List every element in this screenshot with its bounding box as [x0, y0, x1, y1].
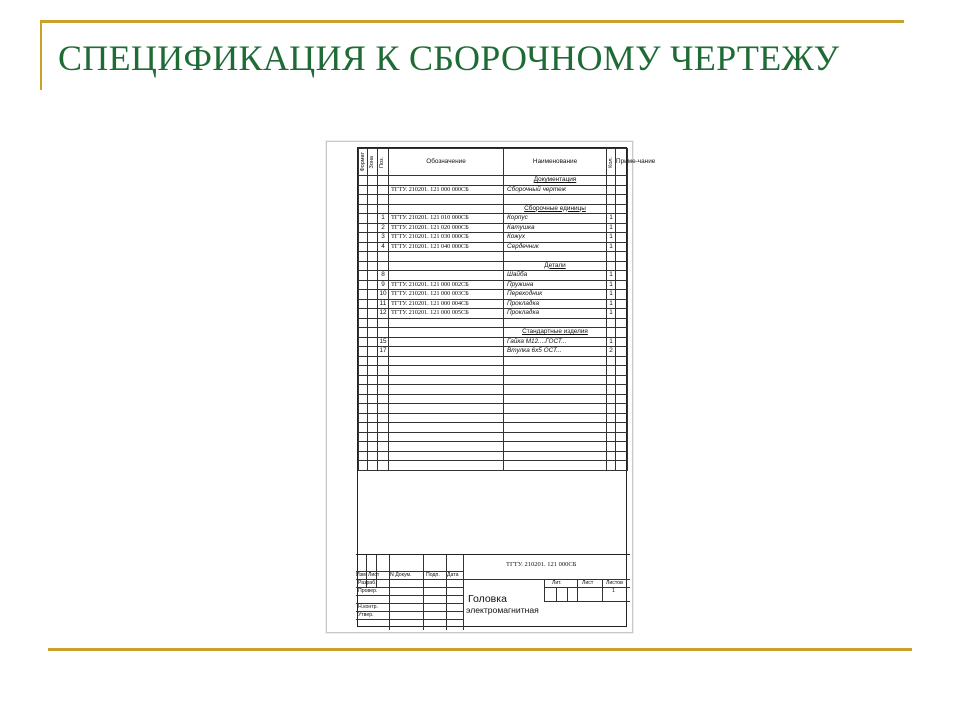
empty-cell [368, 394, 378, 404]
empty-cell [607, 413, 616, 423]
format-cell [359, 223, 368, 233]
empty-cell [378, 442, 389, 452]
zone-cell [368, 337, 378, 347]
empty-cell [359, 366, 368, 376]
format-cell [359, 328, 368, 338]
format-cell [359, 280, 368, 290]
zone-cell [368, 204, 378, 214]
empty-cell [359, 385, 368, 395]
empty-cell [389, 461, 504, 471]
empty-cell [616, 432, 628, 442]
name-cell: Гайка М12....ГОСТ... [504, 337, 607, 347]
table-row [359, 214, 628, 224]
empty-row [359, 413, 628, 423]
label-razrab: Разраб. [358, 580, 377, 586]
empty-cell [368, 423, 378, 433]
empty-cell [607, 461, 616, 471]
blank-cell [607, 318, 616, 328]
designation-cell: ТГТУ. 210201. 121 030 000СБ [389, 233, 504, 243]
table-row [359, 271, 628, 281]
empty-cell [389, 442, 504, 452]
qty-cell: 2 [607, 347, 616, 357]
table-row [359, 280, 628, 290]
empty-cell [368, 356, 378, 366]
qty-cell [607, 328, 616, 338]
empty-cell [504, 394, 607, 404]
designation-cell [389, 204, 504, 214]
header-name: Наименование [504, 149, 607, 176]
empty-cell [616, 461, 628, 471]
blank-cell [389, 195, 504, 205]
specification-body [359, 149, 656, 471]
pos-cell: 8 [378, 271, 389, 281]
blank-cell [504, 252, 607, 262]
format-cell [359, 290, 368, 300]
note-cell [616, 290, 628, 300]
empty-cell [378, 423, 389, 433]
empty-cell [607, 432, 616, 442]
empty-cell [504, 413, 607, 423]
zone-cell [368, 347, 378, 357]
empty-cell [378, 366, 389, 376]
table-row [359, 185, 628, 195]
blank-cell [359, 252, 368, 262]
title-block-line [446, 555, 447, 630]
note-cell [616, 271, 628, 281]
designation-cell: ТГТУ. 210201. 121 000 005СБ [389, 309, 504, 319]
format-cell [359, 271, 368, 281]
empty-cell [616, 451, 628, 461]
section-heading-row [359, 261, 628, 271]
bottom-accent-rule [48, 648, 912, 651]
empty-cell [359, 442, 368, 452]
name-cell: Втулка 6x5 ОСТ... [504, 347, 607, 357]
label-n-dokum: N Докум. [390, 572, 412, 578]
format-cell [359, 214, 368, 224]
empty-cell [389, 423, 504, 433]
blank-row [359, 252, 628, 262]
qty-cell: 1 [607, 299, 616, 309]
empty-cell [389, 385, 504, 395]
qty-cell: 1 [607, 290, 616, 300]
blank-cell [607, 252, 616, 262]
empty-cell [389, 432, 504, 442]
pos-cell: 1 [378, 214, 389, 224]
empty-cell [616, 375, 628, 385]
empty-row [359, 356, 628, 366]
designation-cell: ТГТУ. 210201. 121 000 003СБ [389, 290, 504, 300]
empty-cell [359, 404, 368, 414]
left-accent-rule [40, 20, 42, 90]
zone-cell [368, 233, 378, 243]
blank-cell [359, 318, 368, 328]
title-block-line [544, 579, 545, 601]
empty-cell [378, 394, 389, 404]
label-sheet: Лист [582, 580, 594, 586]
pos-cell: 15 [379, 337, 387, 345]
pos-cell: 17 [379, 347, 387, 355]
empty-row [359, 432, 628, 442]
table-row [359, 290, 628, 300]
empty-cell [378, 432, 389, 442]
qty-cell: 1 [607, 309, 616, 319]
empty-cell [607, 394, 616, 404]
pos-cell: 10 [379, 290, 387, 298]
blank-cell [368, 195, 378, 205]
empty-cell [378, 385, 389, 395]
zone-cell [368, 176, 378, 186]
empty-row [359, 366, 628, 376]
section-heading-row [359, 176, 628, 186]
pos-cell: 4 [378, 242, 389, 252]
section-heading-row [359, 204, 628, 214]
note-cell [616, 337, 628, 347]
qty-cell: 1 [607, 233, 616, 243]
name-cell: Прокладка [504, 309, 607, 319]
format-cell [359, 309, 368, 319]
empty-cell [368, 442, 378, 452]
section-heading: Документация [504, 176, 607, 186]
empty-row [359, 442, 628, 452]
empty-cell [607, 423, 616, 433]
empty-row [359, 394, 628, 404]
name-cell: Сердечник [504, 242, 607, 252]
title-block-line [423, 555, 424, 630]
empty-row [359, 461, 628, 471]
empty-cell [389, 366, 504, 376]
empty-cell [368, 432, 378, 442]
empty-cell [359, 451, 368, 461]
name-cell: Пружина [504, 280, 607, 290]
pos-cell [378, 185, 389, 195]
empty-cell [504, 442, 607, 452]
designation-cell [389, 347, 504, 357]
table-row [359, 223, 628, 233]
empty-cell [504, 432, 607, 442]
pos-cell: 12 [379, 309, 387, 317]
label-data: Дата [447, 572, 459, 578]
slide-title: СПЕЦИФИКАЦИЯ К СБОРОЧНОМУ ЧЕРТЕЖУ [58, 38, 840, 78]
empty-cell [607, 366, 616, 376]
section-heading-row [359, 328, 628, 338]
designation-cell: ТГТУ. 210201. 121 000 004СБ [389, 299, 504, 309]
note-cell [616, 185, 628, 195]
zone-cell [368, 290, 378, 300]
label-n-kontr: Н.контр. [358, 604, 378, 610]
top-accent-rule [40, 20, 904, 23]
title-block-line [556, 587, 557, 601]
format-cell [359, 347, 368, 357]
format-cell [359, 261, 368, 271]
empty-cell [616, 404, 628, 414]
header-zone: Зона [368, 149, 378, 176]
blank-cell [359, 195, 368, 205]
empty-cell [389, 394, 504, 404]
pos-cell: 3 [378, 233, 389, 243]
note-cell [616, 233, 628, 243]
empty-cell [368, 451, 378, 461]
empty-row [359, 375, 628, 385]
blank-cell [378, 252, 389, 262]
designation-cell [389, 337, 504, 347]
name-cell: Сборочный чертеж [504, 185, 607, 195]
designation-cell [389, 261, 504, 271]
format-cell [359, 337, 368, 347]
empty-row [359, 404, 628, 414]
title-block-line [577, 579, 578, 601]
pos-cell [378, 328, 389, 338]
empty-cell [504, 461, 607, 471]
empty-cell [359, 413, 368, 423]
empty-cell [359, 394, 368, 404]
section-heading: Детали [504, 261, 607, 271]
table-row [359, 242, 628, 252]
qty-cell [607, 204, 616, 214]
empty-cell [389, 375, 504, 385]
designation-cell [389, 176, 504, 186]
table-row [359, 309, 628, 319]
qty-cell: 1 [607, 223, 616, 233]
blank-cell [616, 252, 628, 262]
empty-cell [389, 404, 504, 414]
empty-row [359, 385, 628, 395]
empty-cell [368, 461, 378, 471]
label-podp: Подп. [426, 572, 440, 578]
qty-cell [607, 176, 616, 186]
table-header-row [359, 149, 628, 176]
empty-cell [378, 461, 389, 471]
qty-cell: 1 [607, 280, 616, 290]
blank-row [359, 195, 628, 205]
empty-cell [504, 356, 607, 366]
empty-cell [616, 385, 628, 395]
empty-cell [359, 375, 368, 385]
note-cell [616, 223, 628, 233]
blank-cell [504, 318, 607, 328]
label-lit: Лит. [552, 580, 562, 586]
empty-cell [359, 356, 368, 366]
empty-cell [389, 356, 504, 366]
title-block-line [389, 555, 390, 630]
zone-cell [368, 223, 378, 233]
zone-cell [368, 309, 378, 319]
zone-cell [368, 261, 378, 271]
empty-cell [607, 385, 616, 395]
header-format: Формат [359, 149, 368, 176]
empty-cell [504, 366, 607, 376]
empty-cell [368, 385, 378, 395]
pos-cell: 9 [378, 280, 389, 290]
empty-cell [616, 442, 628, 452]
empty-cell [607, 375, 616, 385]
zone-cell [368, 328, 378, 338]
section-heading: Стандартные изделия [504, 328, 607, 338]
empty-cell [616, 394, 628, 404]
empty-cell [378, 451, 389, 461]
table-row [359, 347, 628, 357]
name-cell: Корпус [504, 214, 607, 224]
label-utverd: Утвер. [358, 612, 374, 618]
blank-cell [389, 318, 504, 328]
blank-cell [368, 252, 378, 262]
empty-cell [504, 375, 607, 385]
pos-cell [378, 176, 389, 186]
empty-cell [368, 404, 378, 414]
format-cell [359, 176, 368, 186]
blank-cell [368, 318, 378, 328]
table-row [359, 299, 628, 309]
label-sheets-total: Листов [606, 580, 623, 586]
name-cell: Переходник [504, 290, 607, 300]
note-cell [616, 309, 628, 319]
header-qty: Кол. [607, 149, 616, 176]
empty-cell [616, 423, 628, 433]
empty-cell [607, 451, 616, 461]
empty-cell [504, 404, 607, 414]
qty-cell [607, 261, 616, 271]
note-cell [616, 214, 628, 224]
note-cell [616, 176, 628, 186]
blank-cell [504, 195, 607, 205]
format-cell [359, 299, 368, 309]
note-cell [616, 299, 628, 309]
zone-cell [368, 242, 378, 252]
pos-cell [378, 204, 389, 214]
blank-cell [378, 195, 389, 205]
empty-row [359, 423, 628, 433]
name-cell: Катушка [504, 223, 607, 233]
zone-cell [368, 299, 378, 309]
empty-cell [378, 356, 389, 366]
empty-cell [359, 432, 368, 442]
specification-table [358, 148, 656, 471]
title-block-divider [463, 555, 464, 630]
header-designation: Обозначение [389, 149, 504, 176]
empty-cell [378, 404, 389, 414]
label-list: Лист [368, 572, 380, 578]
format-cell [359, 185, 368, 195]
name-cell: Прокладка [504, 299, 607, 309]
note-cell [616, 204, 628, 214]
blank-row [359, 318, 628, 328]
designation-cell: ТГТУ. 210201. 121 000 000СБ [389, 185, 504, 195]
empty-row [359, 451, 628, 461]
header-pos: Поз. [378, 149, 389, 176]
empty-cell [607, 442, 616, 452]
label-izm: Изм [356, 572, 366, 578]
header-note: Приме-чание [616, 149, 628, 176]
name-cell: Кожух [504, 233, 607, 243]
title-block-line [602, 579, 603, 601]
empty-cell [504, 451, 607, 461]
empty-cell [504, 385, 607, 395]
blank-cell [389, 252, 504, 262]
qty-cell [607, 185, 616, 195]
empty-cell [389, 451, 504, 461]
product-name-continued: электромагнитная [466, 605, 539, 615]
empty-cell [504, 423, 607, 433]
empty-cell [607, 404, 616, 414]
note-cell [616, 261, 628, 271]
empty-cell [368, 413, 378, 423]
empty-cell [368, 366, 378, 376]
blank-cell [378, 318, 389, 328]
zone-cell [368, 185, 378, 195]
empty-cell [359, 461, 368, 471]
note-cell [616, 347, 628, 357]
table-row [359, 337, 628, 347]
pos-cell: 11 [378, 299, 389, 309]
table-row [359, 233, 628, 243]
empty-cell [368, 375, 378, 385]
empty-cell [389, 413, 504, 423]
designation-cell: ТГТУ. 210201. 121 000 002СБ [389, 280, 504, 290]
empty-cell [616, 356, 628, 366]
note-cell [616, 328, 628, 338]
empty-cell [359, 423, 368, 433]
blank-cell [616, 195, 628, 205]
qty-cell: 1 [607, 337, 616, 347]
qty-cell: 1 [607, 242, 616, 252]
note-cell [616, 280, 628, 290]
zone-cell [368, 271, 378, 281]
blank-cell [616, 318, 628, 328]
pos-cell [378, 261, 389, 271]
empty-cell [616, 413, 628, 423]
note-cell [616, 242, 628, 252]
designation-cell [389, 328, 504, 338]
designation-cell: ТГТУ. 210201. 121 040 000СБ [389, 242, 504, 252]
format-cell [359, 233, 368, 243]
format-cell [359, 204, 368, 214]
empty-cell [378, 375, 389, 385]
label-prover: Провер. [358, 588, 378, 594]
sheets-total-value: 1 [612, 588, 615, 594]
blank-cell [607, 195, 616, 205]
designation-cell: ТГТУ. 210201. 121 020 000СБ [389, 223, 504, 233]
empty-cell [616, 366, 628, 376]
zone-cell [368, 280, 378, 290]
title-block-line [544, 601, 630, 602]
zone-cell [368, 214, 378, 224]
section-heading: Сборочные единицы [504, 204, 607, 214]
pos-cell: 2 [378, 223, 389, 233]
product-name: Головка [468, 593, 507, 605]
stamp-document-code: ТГТУ. 210201. 121 000СБ [506, 561, 577, 568]
empty-cell [607, 356, 616, 366]
format-cell [359, 242, 368, 252]
title-block-line [567, 587, 568, 601]
name-cell: Шайба [504, 271, 607, 281]
empty-cell [378, 413, 389, 423]
designation-cell: ТГТУ. 210201. 121 010 000СБ [389, 214, 504, 224]
qty-cell: 1 [607, 214, 616, 224]
qty-cell: 1 [607, 271, 616, 281]
designation-cell [389, 271, 504, 281]
